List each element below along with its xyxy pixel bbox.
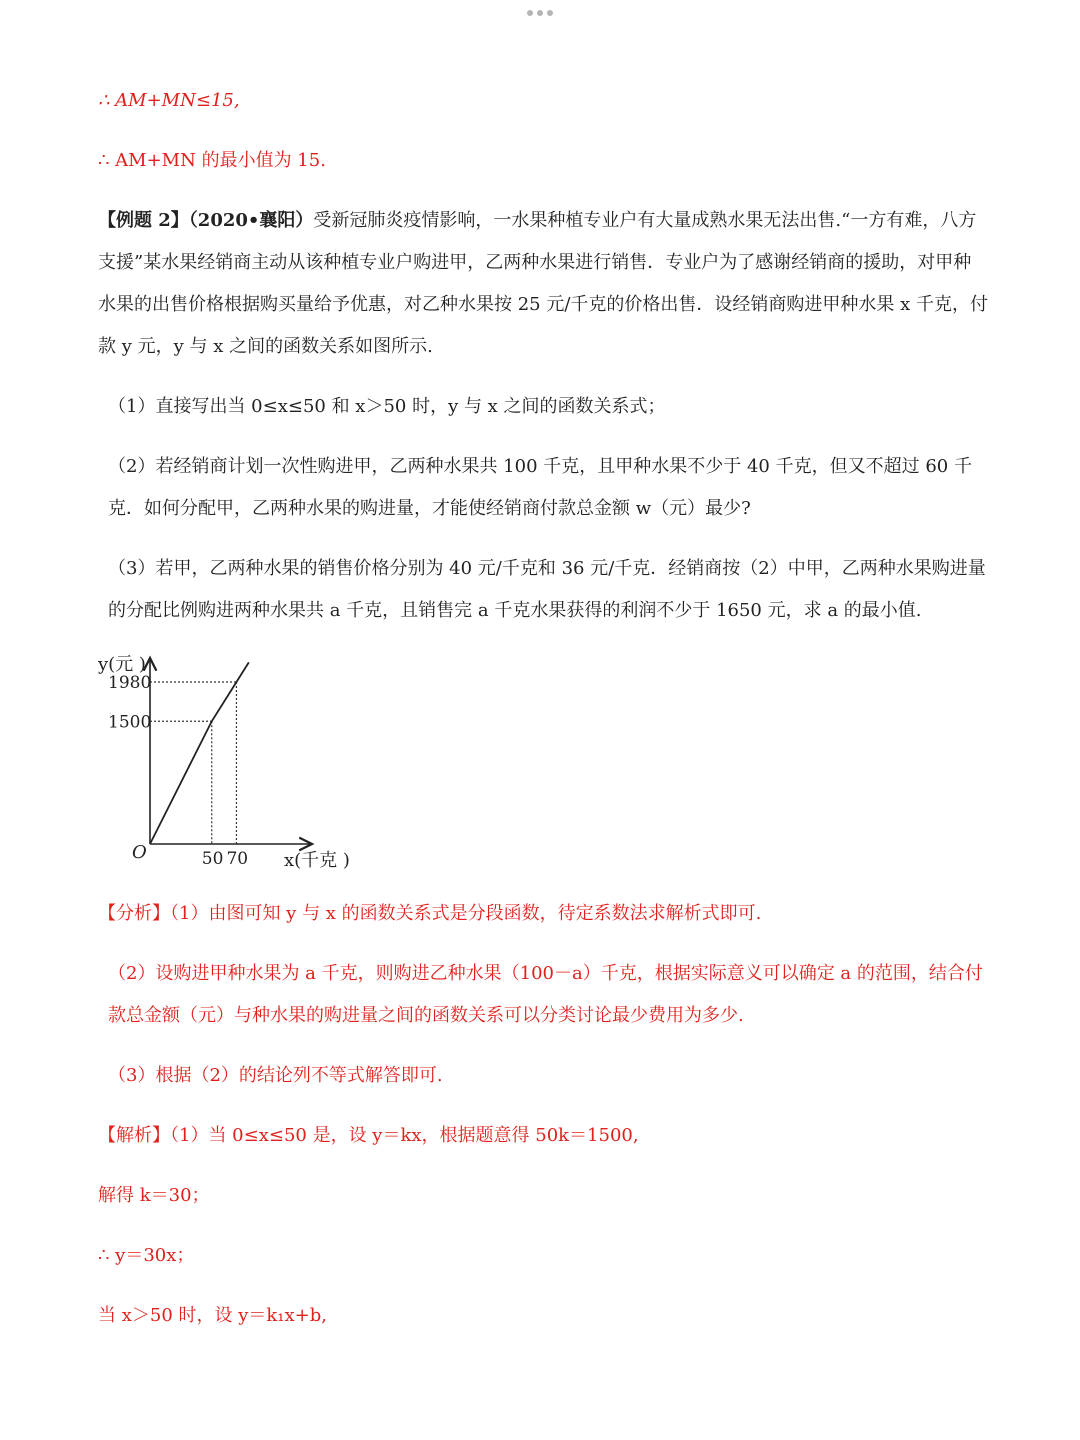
line-min-value: ∴ AM+MN 的最小值为 15. (98, 150, 326, 171)
question-2: （2）若经销商计划一次性购进甲，乙两种水果共 100 千克，且甲种水果不少于 40 千克，但又不超过 60 千克．如何分配甲，乙两种水果的购进量，才能使经销商付款总金额 w（元）最少? (108, 456, 972, 519)
analysis-section (98, 893, 988, 1355)
analysis-1 (98, 893, 988, 935)
analysis-1-text: （1）由图可知 y 与 x 的函数关系式是分段函数，待定系数法求解析式即可. (170, 903, 762, 924)
example-source: （2020•襄阳） (188, 210, 314, 231)
graph-svg (98, 648, 368, 878)
solution-4: 当 x＞50 时，设 y＝k₁x+b, (98, 1305, 327, 1326)
x-axis-label: x(千克 ) (284, 850, 350, 871)
y-axis-label: y(元 ) (98, 654, 146, 675)
analysis-label: 【分析】 (98, 903, 170, 924)
analysis-3: （3）根据（2）的结论列不等式解答即可. (108, 1065, 443, 1086)
question-3: （3）若甲，乙两种水果的销售价格分别为 40 元/千克和 36 元/千克．经销商按（2）中甲，乙两种水果购进量的分配比例购进两种水果共 a 千克，且销售完 a 千克水果获得的利润不少于 1650 元，求 a 的最小值. (108, 558, 986, 621)
more-horizontal-icon[interactable] (527, 10, 553, 16)
y-tick-label: 1500 (108, 712, 152, 733)
tick-labels (108, 673, 248, 869)
question-1: （1）直接写出当 0≤x≤50 和 x＞50 时，y 与 x 之间的函数关系式； (108, 396, 666, 417)
analysis-2: （2）设购进甲种水果为 a 千克，则购进乙种水果（100－a）千克，根据实际意义可以确定 a 的范围，结合付款总金额（元）与种水果的购进量之间的函数关系可以分类讨论最少费用为多少. (108, 963, 983, 1026)
series-line (150, 662, 249, 844)
example-label: 【例题 2】 (98, 210, 189, 231)
problem-text: 受新冠肺炎疫情影响，一水果种植专业户有大量成熟水果无法出售.“一方有难，八方支援”某水果经销商主动从该种植专业户购进甲，乙两种水果进行销售．专业户为了感谢经销商的援助，对甲种水果的出售价格根据购买量给予优惠，对乙种水果按 25 元/千克的价格出售．设经销商购进甲种水果 x 千克，付款 y 元，y 与 x 之间的函数关系如图所示. (98, 210, 989, 357)
solution-label: 【解析】 (98, 1125, 170, 1146)
x-tick-label: 70 (226, 849, 249, 869)
origin-label: O (132, 842, 147, 863)
y-tick-label: 1980 (108, 673, 152, 693)
solution-3: ∴ y＝30x； (98, 1245, 195, 1266)
solution-1 (98, 1115, 988, 1157)
solution-1-text: （1）当 0≤x≤50 是，设 y＝kx，根据题意得 50k＝1500, (170, 1125, 639, 1146)
line-inequality: ∴ AM+MN≤15, (98, 90, 240, 111)
example-problem (98, 200, 988, 368)
plot-line (150, 662, 249, 844)
function-graph (98, 648, 368, 878)
x-tick-label: 50 (201, 849, 224, 869)
top-bar (0, 0, 1080, 30)
document-content (98, 80, 988, 650)
solution-2: 解得 k＝30； (98, 1185, 210, 1206)
